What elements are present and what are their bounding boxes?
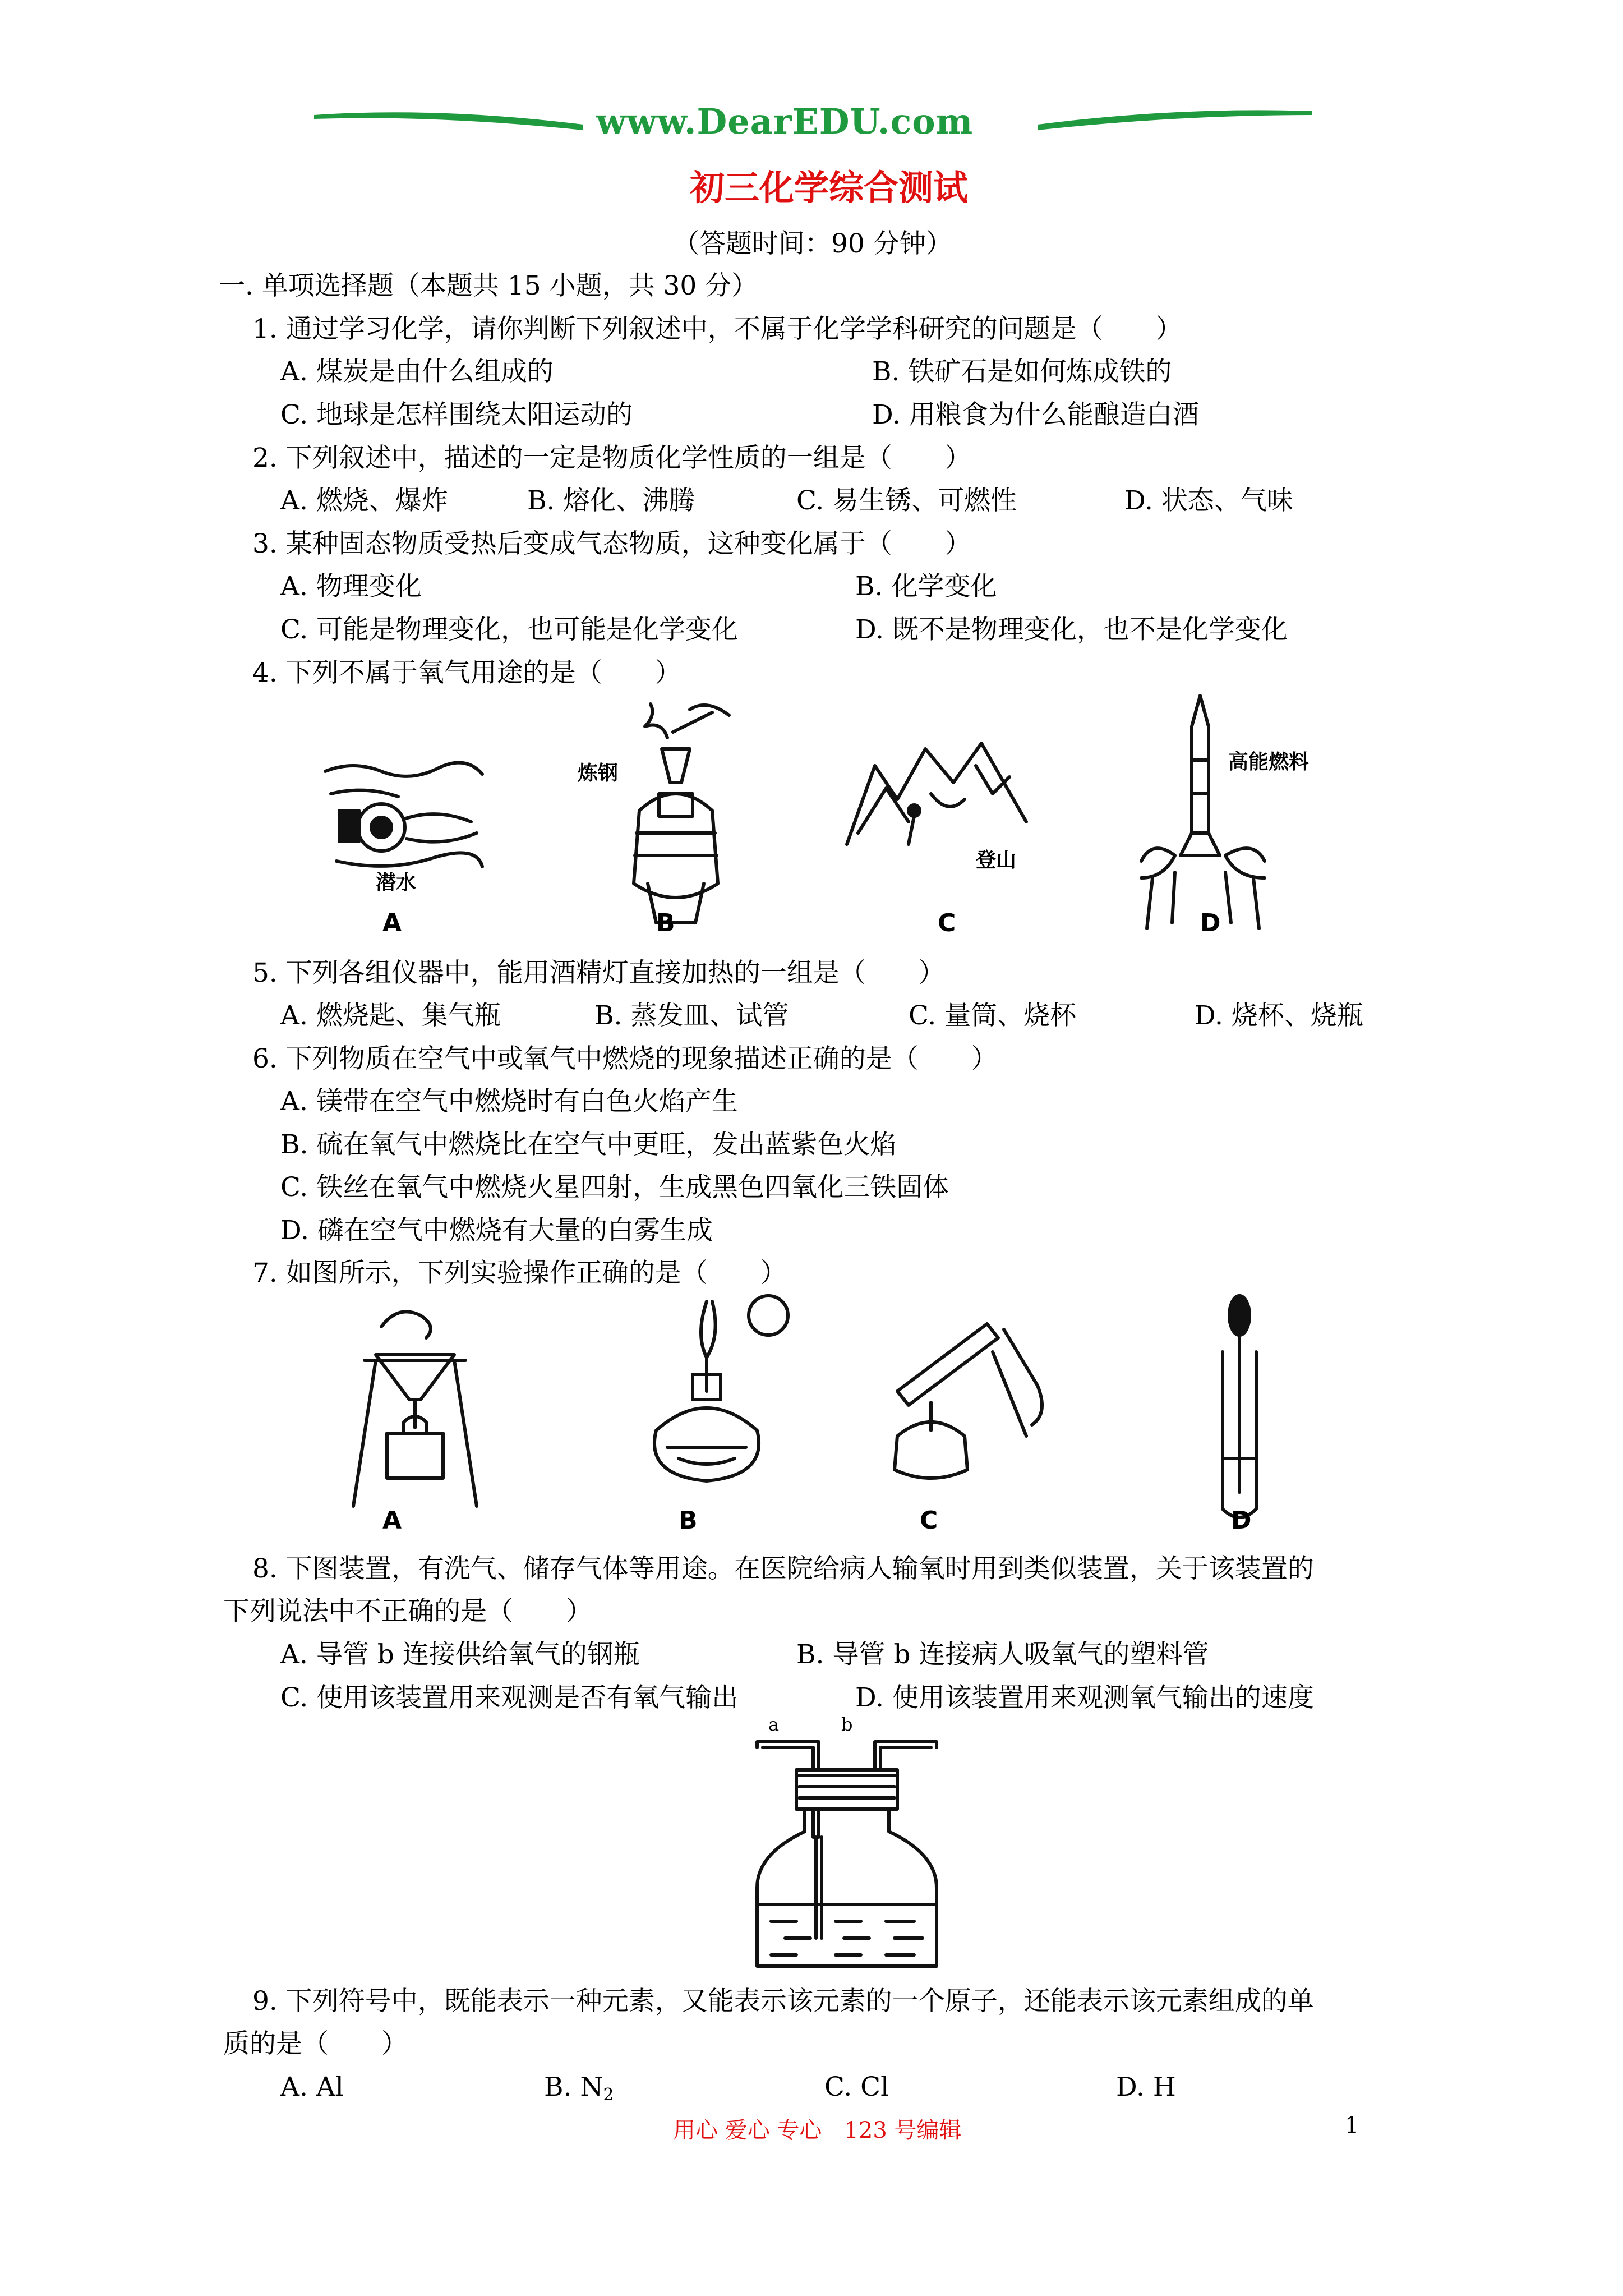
q6-option-d[interactable]: D. 磷在空气中燃烧有大量的白雾生成: [280, 1215, 713, 1246]
q7-label-c: C: [920, 1506, 938, 1535]
q8-option-d[interactable]: D. 使用该装置用来观测氧气输出的速度: [855, 1682, 1314, 1713]
q5-option-c[interactable]: C. 量筒、烧杯: [909, 1000, 1077, 1031]
q8-stem-line2: 下列说法中不正确的是（ ）: [223, 1596, 592, 1627]
q8-gas-washing-bottle-image: [746, 1725, 948, 1983]
q3-option-b[interactable]: B. 化学变化: [855, 571, 997, 602]
q9-stem-line1: 9. 下列符号中，既能表示一种元素，又能表示该元素的一个原子，还能表示该元素组成的单: [252, 1986, 1314, 2017]
q4-caption-a: 潜水: [376, 871, 417, 894]
q4-caption-d: 高能燃料: [1228, 751, 1310, 774]
q9-option-b-subscript: 2: [603, 2085, 614, 2105]
q9-stem-line2: 质的是（ ）: [223, 2028, 408, 2059]
q5-option-b[interactable]: B. 蒸发皿、试管: [594, 1000, 789, 1031]
q1-option-c[interactable]: C. 地球是怎样围绕太阳运动的: [280, 399, 633, 430]
q5-option-d[interactable]: D. 烧杯、烧瓶: [1195, 1000, 1363, 1031]
q1-option-d[interactable]: D. 用粮食为什么能酿造白酒: [872, 399, 1199, 430]
q2-option-a[interactable]: A. 燃烧、爆炸: [280, 485, 448, 516]
site-brand[interactable]: www.DearEDU.com: [596, 101, 974, 142]
q2-option-d[interactable]: D. 状态、气味: [1124, 485, 1293, 516]
q3-option-c[interactable]: C. 可能是物理变化，也可能是化学变化: [280, 614, 739, 645]
q7-filtration-image: [342, 1293, 488, 1517]
q4-label-c: C: [938, 909, 956, 937]
q4-steelmaking-image: [617, 698, 740, 940]
q7-label-a: A: [382, 1506, 402, 1535]
q7-heating-test-tube-image: [875, 1290, 1066, 1515]
q9-option-a[interactable]: A. Al: [280, 2072, 344, 2102]
q3-stem: 3. 某种固态物质受热后变成气态物质，这种变化属于（ ）: [252, 528, 971, 559]
q9-option-d[interactable]: D. H: [1116, 2072, 1176, 2102]
q2-option-c[interactable]: C. 易生锈、可燃性: [796, 485, 1017, 516]
q2-option-b[interactable]: B. 熔化、沸腾: [527, 485, 695, 516]
q1-option-a[interactable]: A. 煤炭是由什么组成的: [280, 356, 554, 387]
q2-stem: 2. 下列叙述中，描述的一定是物质化学性质的一组是（ ）: [252, 443, 971, 473]
q8-tube-label-a: a: [768, 1714, 780, 1735]
q9-option-b[interactable]: [544, 2070, 614, 2112]
q1-stem: 1. 通过学习化学，请你判断下列叙述中，不属于化学学科研究的问题是（ ）: [252, 314, 1182, 344]
q4-stem: 4. 下列不属于氧气用途的是（ ）: [252, 657, 681, 688]
q7-label-d: D: [1231, 1506, 1252, 1535]
section-heading: 一. 单项选择题（本题共 15 小题，共 30 分）: [219, 270, 758, 301]
q8-option-b[interactable]: B. 导管 b 连接病人吸氧气的塑料管: [796, 1639, 1209, 1670]
page-title: 初三化学综合测试: [690, 167, 969, 208]
q4-caption-c: 登山: [976, 849, 1017, 872]
q7-dropper-image: [1206, 1290, 1273, 1526]
q8-option-c[interactable]: C. 使用该装置用来观测是否有氧气输出: [280, 1682, 739, 1713]
q3-option-d[interactable]: D. 既不是物理变化，也不是化学变化: [855, 614, 1288, 645]
q4-caption-b: 炼钢: [578, 762, 619, 785]
q7-stem: 7. 如图所示，下列实验操作正确的是（ ）: [252, 1258, 787, 1289]
q4-label-b: B: [656, 909, 675, 937]
footer-text: 用心 爱心 专心 123 号编辑: [673, 2118, 962, 2143]
q7-label-b: B: [679, 1506, 698, 1535]
q4-mountaineering-image: [841, 732, 1032, 861]
q1-option-b[interactable]: B. 铁矿石是如何炼成铁的: [872, 356, 1172, 387]
q4-rocket-image: [1130, 693, 1276, 940]
q3-option-a[interactable]: A. 物理变化: [280, 571, 422, 602]
q4-label-a: A: [382, 909, 402, 937]
q6-stem: 6. 下列物质在空气中或氧气中燃烧的现象描述正确的是（ ）: [252, 1043, 998, 1074]
q6-option-b[interactable]: B. 硫在氧气中燃烧比在空气中更旺，发出蓝紫色火焰: [280, 1129, 897, 1160]
q9-option-b-symbol: B. N: [544, 2072, 603, 2102]
q8-stem-line1: 8. 下图装置，有洗气、储存气体等用途。在医院给病人输氧时用到类似装置，关于该装置的: [252, 1553, 1314, 1584]
q4-label-d: D: [1200, 909, 1221, 937]
q5-stem: 5. 下列各组仪器中，能用酒精灯直接加热的一组是（ ）: [252, 958, 945, 988]
q8-tube-label-b: b: [841, 1714, 853, 1735]
q6-option-a[interactable]: A. 镁带在空气中燃烧时有白色火焰产生: [280, 1086, 738, 1117]
q8-option-a[interactable]: A. 导管 b 连接供给氧气的钢瓶: [280, 1639, 640, 1670]
q9-option-c[interactable]: C. Cl: [824, 2072, 889, 2102]
exam-duration: （答题时间：90 分钟）: [673, 228, 952, 259]
q5-option-a[interactable]: A. 燃烧匙、集气瓶: [280, 1000, 501, 1031]
page-number: 1: [1345, 2113, 1359, 2138]
q7-alcohol-lamp-image: [623, 1290, 813, 1515]
q6-option-c[interactable]: C. 铁丝在氧气中燃烧火星四射，生成黑色四氧化三铁固体: [280, 1172, 949, 1203]
